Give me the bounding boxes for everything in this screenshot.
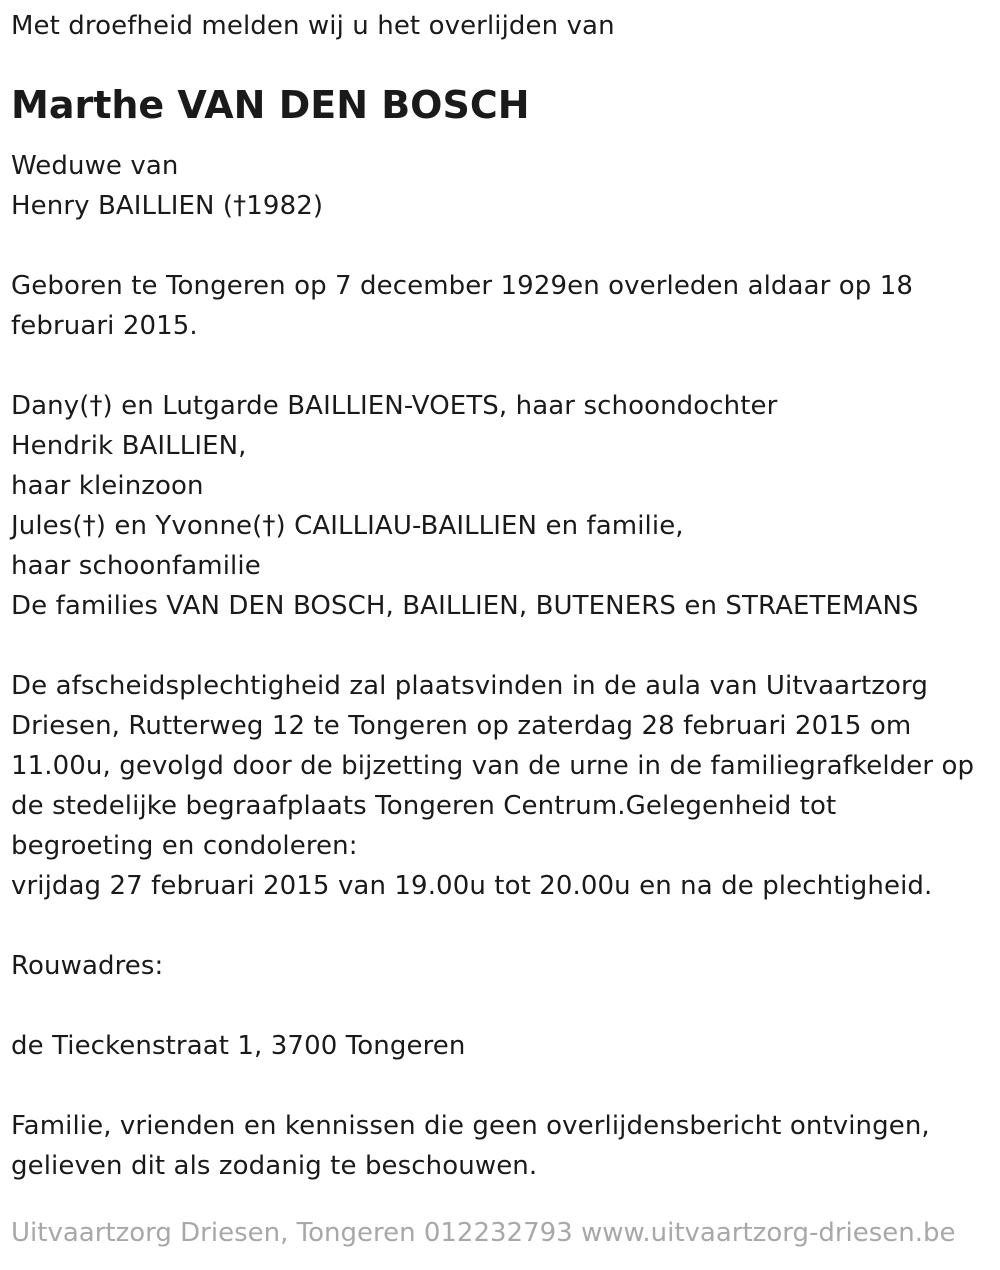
intro-text: Met droefheid melden wij u het overlijden van xyxy=(11,11,615,41)
closing-line: gelieven dit als zodanig te beschouwen. xyxy=(11,1151,538,1181)
spacer xyxy=(11,1066,991,1106)
deceased-name: Marthe VAN DEN BOSCH xyxy=(11,83,530,127)
ceremony-line: De afscheidsplechtigheid zal plaatsvinden in de aula van Uitvaartzorg xyxy=(11,671,928,701)
funeral-home-footer: Uitvaartzorg Driesen, Tongeren 012232793 www.uitvaartzorg-driesen.be xyxy=(11,1218,956,1248)
ceremony-line: 11.00u, gevolgd door de bijzetting van de urne in de familiegrafkelder op xyxy=(11,751,975,781)
mourning-address: de Tieckenstraat 1, 3700 Tongeren xyxy=(11,1031,466,1061)
spouse-name: Henry BAILLIEN (†1982) xyxy=(11,191,324,221)
spacer xyxy=(11,626,991,666)
name-block xyxy=(11,46,991,146)
spacer xyxy=(11,906,991,946)
family-line: Hendrik BAILLIEN, xyxy=(11,431,247,461)
ceremony-line: de stedelijke begraafplaats Tongeren Centrum.Gelegenheid tot xyxy=(11,791,837,821)
ceremony-line: vrijdag 27 februari 2015 van 19.00u tot 20.00u en na de plechtigheid. xyxy=(11,871,933,901)
obituary-notice xyxy=(11,6,991,1186)
family-line: De families VAN DEN BOSCH, BAILLIEN, BUTENERS en STRAETEMANS xyxy=(11,591,919,621)
family-line: haar schoonfamilie xyxy=(11,551,261,581)
ceremony-line: Driesen, Rutterweg 12 te Tongeren op zaterdag 28 februari 2015 om xyxy=(11,711,912,741)
mourning-address-label: Rouwadres: xyxy=(11,951,164,981)
birth-death-line: februari 2015. xyxy=(11,311,198,341)
spacer xyxy=(11,346,991,386)
ceremony-line: begroeting en condoleren: xyxy=(11,831,358,861)
family-line: Dany(†) en Lutgarde BAILLIEN-VOETS, haar schoondochter xyxy=(11,391,778,421)
birth-death-line: Geboren te Tongeren op 7 december 1929en overleden aldaar op 18 xyxy=(11,271,914,301)
family-line: haar kleinzoon xyxy=(11,471,204,501)
spouse-relation: Weduwe van xyxy=(11,151,179,181)
spacer xyxy=(11,986,991,1026)
family-line: Jules(†) en Yvonne(†) CAILLIAU-BAILLIEN en familie, xyxy=(11,511,684,541)
closing-line: Familie, vrienden en kennissen die geen overlijdensbericht ontvingen, xyxy=(11,1111,930,1141)
spacer xyxy=(11,226,991,266)
